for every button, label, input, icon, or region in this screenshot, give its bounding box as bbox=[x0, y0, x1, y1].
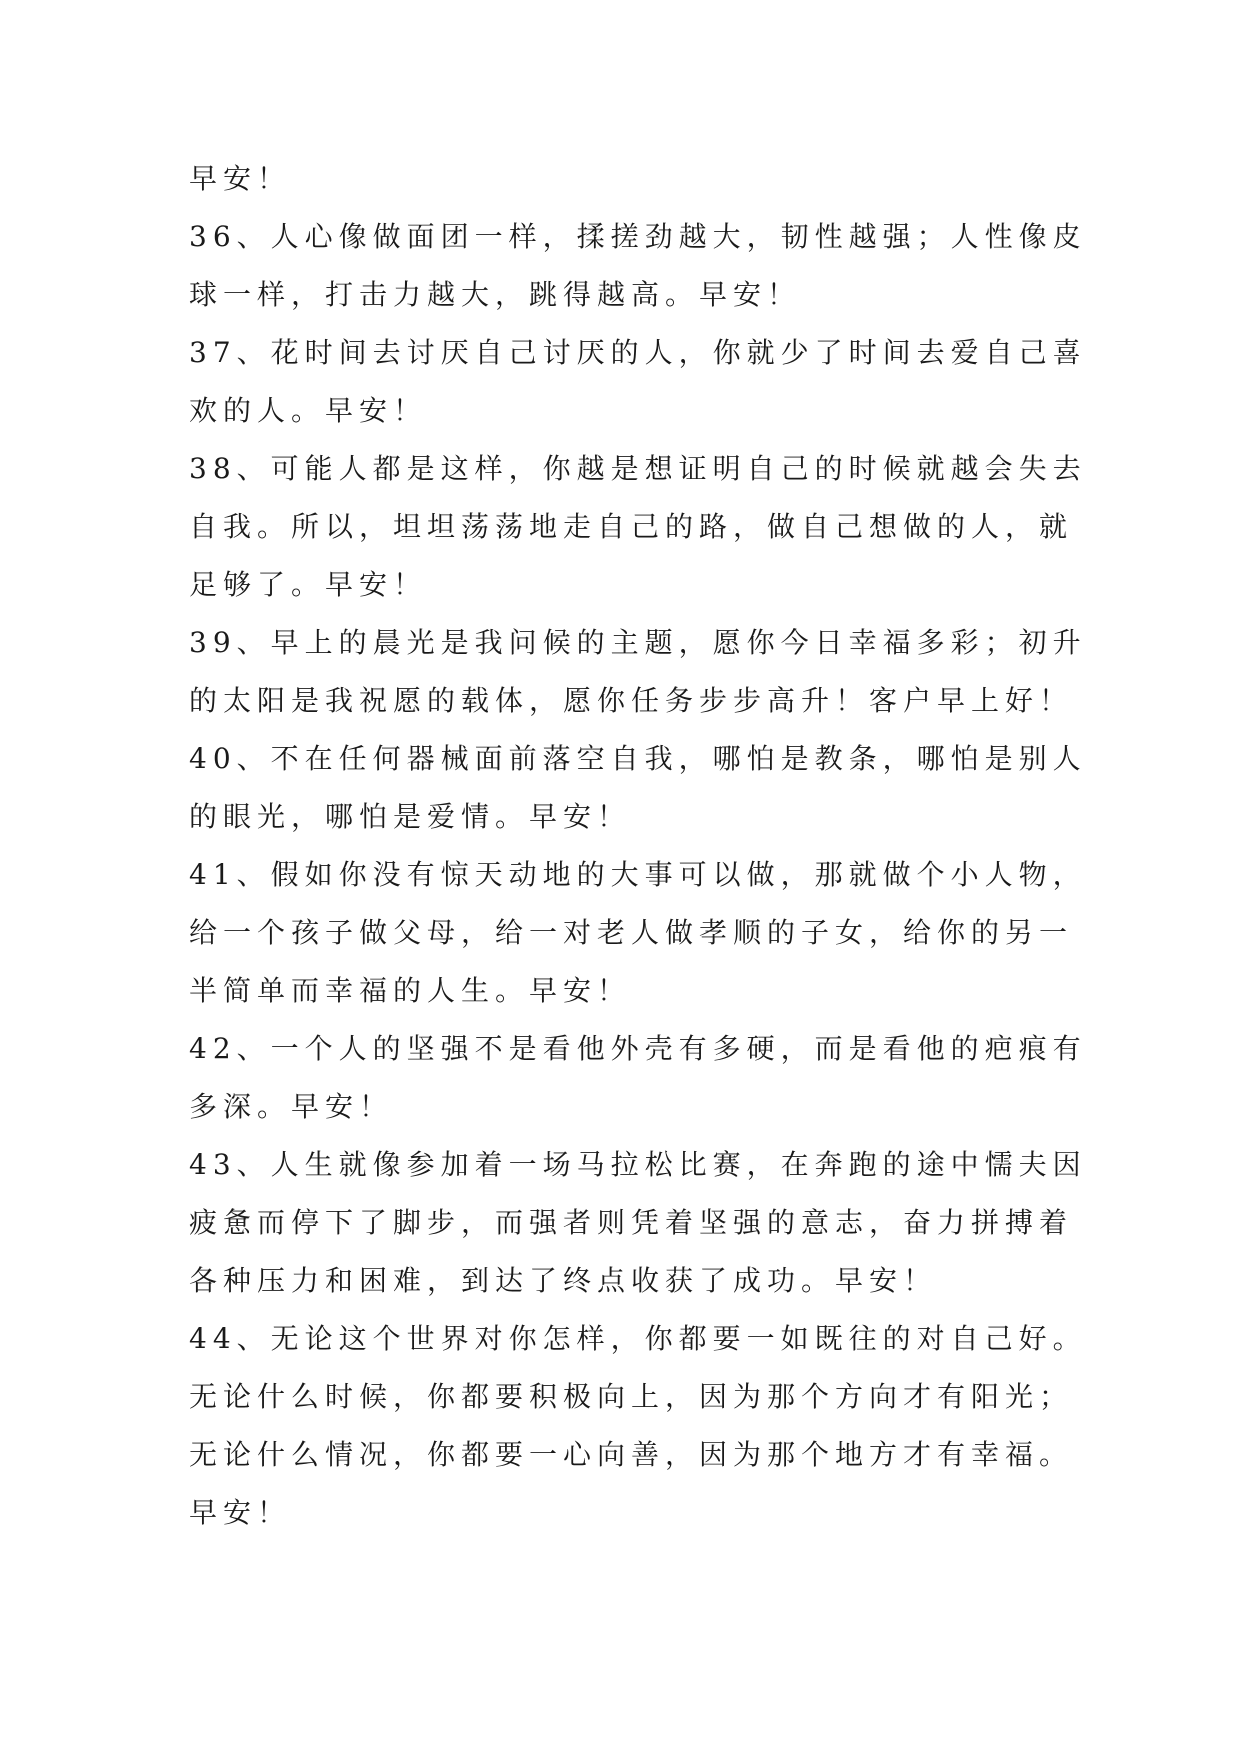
text-line: 早安！ bbox=[189, 1496, 292, 1529]
text-line: 给一个孩子做父母，给一对老人做孝顺的子女，给你的另一 bbox=[189, 916, 1074, 949]
text-line: 的太阳是我祝愿的载体，愿你任务步步高升！客户早上好！ bbox=[189, 684, 1074, 717]
text-line: 43、人生就像参加着一场马拉松比赛，在奔跑的途中懦夫因 bbox=[189, 1148, 1087, 1181]
text-line: 44、无论这个世界对你怎样，你都要一如既往的对自己好。 bbox=[189, 1322, 1087, 1355]
text-line: 多深。早安！ bbox=[189, 1090, 394, 1123]
text-line: 39、早上的晨光是我问候的主题，愿你今日幸福多彩；初升 bbox=[189, 626, 1087, 659]
text-line: 各种压力和困难，到达了终点收获了成功。早安！ bbox=[189, 1264, 938, 1297]
text-line: 38、可能人都是这样，你越是想证明自己的时候就越会失去 bbox=[189, 452, 1087, 485]
text-line: 自我。所以，坦坦荡荡地走自己的路，做自己想做的人，就 bbox=[189, 510, 1074, 543]
text-line: 欢的人。早安！ bbox=[189, 394, 428, 427]
text-line: 早安！ bbox=[189, 162, 292, 195]
text-line: 41、假如你没有惊天动地的大事可以做，那就做个小人物， bbox=[189, 858, 1087, 891]
text-line: 半简单而幸福的人生。早安！ bbox=[189, 974, 632, 1007]
text-line: 疲惫而停下了脚步，而强者则凭着坚强的意志，奋力拼搏着 bbox=[189, 1206, 1074, 1239]
text-line: 42、一个人的坚强不是看他外壳有多硬，而是看他的疤痕有 bbox=[189, 1032, 1087, 1065]
text-line: 足够了。早安！ bbox=[189, 568, 428, 601]
text-line: 球一样，打击力越大，跳得越高。早安！ bbox=[189, 278, 802, 311]
text-line: 的眼光，哪怕是爱情。早安！ bbox=[189, 800, 632, 833]
text-line: 40、不在任何器械面前落空自我，哪怕是教条，哪怕是别人 bbox=[189, 742, 1087, 775]
text-line: 37、花时间去讨厌自己讨厌的人，你就少了时间去爱自己喜 bbox=[189, 336, 1087, 369]
text-line: 无论什么情况，你都要一心向善，因为那个地方才有幸福。 bbox=[189, 1438, 1074, 1471]
text-line: 无论什么时候，你都要积极向上，因为那个方向才有阳光； bbox=[189, 1380, 1074, 1413]
document-body bbox=[189, 150, 1087, 1542]
text-line: 36、人心像做面团一样，揉搓劲越大，韧性越强；人性像皮 bbox=[189, 220, 1087, 253]
